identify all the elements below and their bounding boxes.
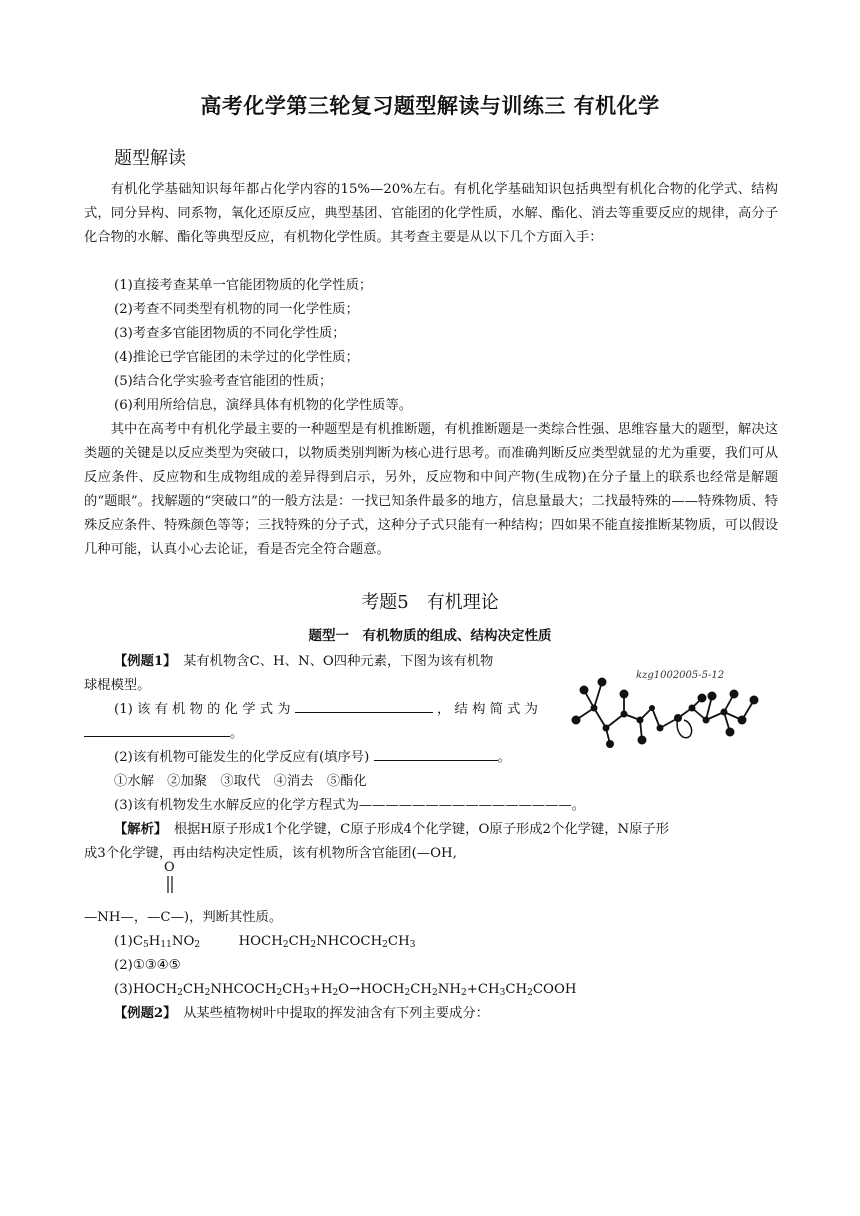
subtopic-heading: 题型一 有机物质的组成、结构决定性质	[308, 628, 552, 644]
page-title: 高考化学第三轮复习题型解读与训练三 有机化学	[200, 94, 660, 118]
example2-intro	[114, 1002, 489, 1026]
section-heading: 题型解读	[114, 148, 186, 169]
example2-text: 从某些植物树叶中提取的挥发油含有下列主要成分：	[169, 1006, 489, 1021]
question-2	[114, 746, 511, 770]
list-item: (4)推论已学官能团的未学过的化学性质；	[114, 350, 359, 365]
question-1-text: (1) 该 有 机 物 的 化 学 式 为	[114, 702, 291, 717]
solution-line-3: —NH—，—C—)，判断其性质。	[84, 910, 283, 925]
reaction-blank[interactable]	[374, 746, 498, 761]
answer-1	[114, 930, 415, 957]
example2-label: 【例题2】	[114, 1006, 170, 1021]
answer-2: (2)①③④⑤	[114, 958, 181, 973]
solution-label: 【解析】	[114, 822, 161, 837]
example1-text: 某有机物含C、H、N、O四种元素，下图为该有机物	[169, 654, 494, 669]
question-3: (3)该有机物发生水解反应的化学方程式为————————————————。	[114, 798, 585, 813]
figure-label: kzg1002005-5-12	[636, 670, 725, 681]
list-item: (6)利用所给信息，演绎具体有机物的化学性质等。	[114, 398, 413, 413]
question-1-cont	[84, 722, 243, 746]
topic-heading: 考题5 有机理论	[361, 592, 499, 613]
example1-intro-cont: 球棍模型。	[84, 678, 151, 693]
example1-label: 【例题1】	[114, 654, 170, 669]
structure-blank[interactable]	[84, 722, 230, 737]
solution-line-2: 成3个化学键，再由结构决定性质，该有机物所含官能团(—OH,	[84, 846, 457, 861]
list-item: (2)考查不同类型有机物的同一化学性质；	[114, 302, 359, 317]
carbonyl-oxygen: O	[164, 860, 175, 875]
analysis-paragraph	[84, 418, 778, 562]
item-list	[114, 274, 412, 418]
example1-intro	[114, 650, 493, 674]
analysis-text: 其中在高考中有机化学最主要的一种题型是有机推断题，有机推断题是一类综合性强、思维容量大的题型，解决这类题的关键是以反应类型为突破口，以物质类别判断为核心进行思考。而准确判断反应类型就显的尤为重要，我们可从反应条件、反应物和生成物组成的差异得到启示，另外，反应物和中间产物(生成物)在分子量上的联系也经常是解题的“题眼”。找解题的“突破口”的一般方法是：一找已知条件最多的地方，信息量最大；二找最特殊的——特殊物质、特殊反应条件、特殊颜色等等；三找特殊的分子式，这种分子式只能有一种结构；四如果不能直接推断某物质，可以假设几种可能，认真小心去论证，看是否完全符合题意。	[84, 422, 778, 557]
question-2-end: 。	[497, 750, 511, 765]
intro-text: 有机化学基础知识每年都占化学内容的15%—20%左右。有机化学基础知识包括典型有机化合物的化学式、结构式，同分异构、同系物，氧化还原反应，典型基团、官能团的化学性质，水解、酯化、消去等重要反应的规律，高分子化合物的水解、酯化等典型反应，有机物化学性质。其考查主要是从以下几个方面入手：	[84, 182, 778, 245]
question-1-text-b: ， 结 构 简 式 为	[437, 702, 538, 717]
list-item: (5)结合化学实验考查官能团的性质；	[114, 374, 333, 389]
solution-line	[114, 818, 669, 842]
question-2-text: (2)该有机物可能发生的化学反应有(填序号)	[114, 750, 370, 765]
formula-blank[interactable]	[295, 698, 433, 713]
list-item: (3)考查多官能团物质的不同化学性质；	[114, 326, 346, 341]
answer-1-structure: $HOCH_2CH_2NHCOCH_2CH_3$	[238, 934, 416, 950]
question-1-end: 。	[230, 726, 244, 741]
question-1	[114, 698, 538, 722]
ball-and-stick-model	[566, 660, 766, 755]
intro-paragraph	[84, 178, 778, 250]
answer-3: $(3)HOCH_2CH_2NHCOCH_2CH_3+H_2O\to HOCH_2CH_2NH_2+CH_3CH_2COOH$	[114, 982, 577, 998]
options-line: ①水解 ②加聚 ③取代 ④消去 ⑤酯化	[114, 774, 367, 789]
answer-1-formula: $(1)C_5H_{11}NO_2$	[114, 934, 201, 950]
list-item: (1)直接考查某单一官能团物质的化学性质；	[114, 278, 373, 293]
solution-text: 根据H原子形成1个化学键，C原子形成4个化学键，O原子形成2个化学键，N原子形	[160, 822, 670, 837]
